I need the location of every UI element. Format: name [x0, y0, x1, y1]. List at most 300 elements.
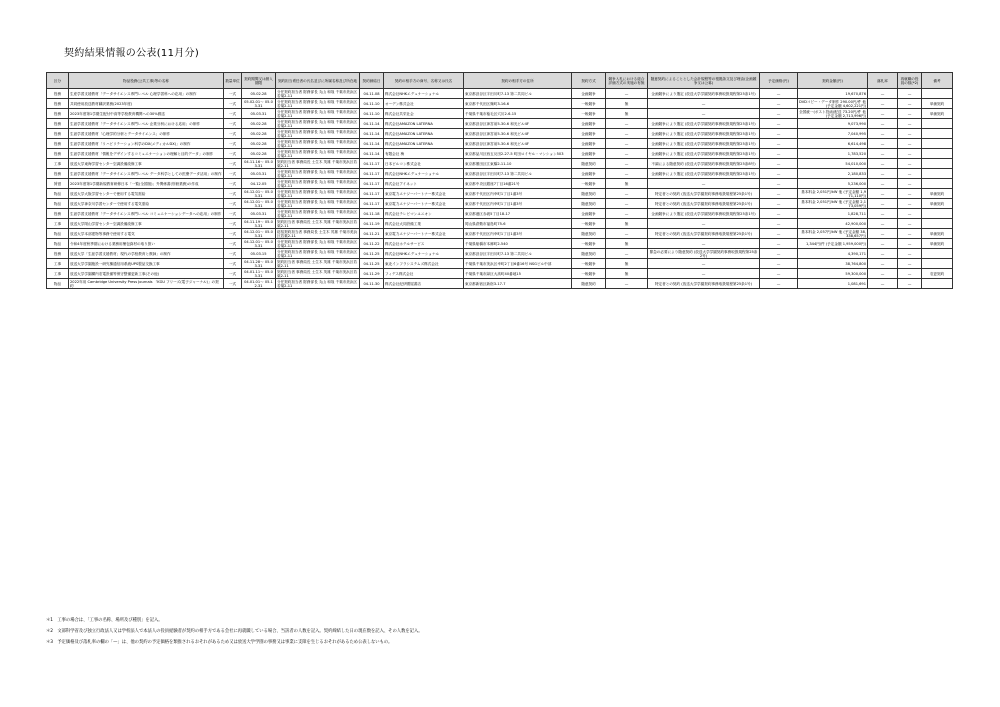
- table-cell: —: [868, 279, 898, 289]
- table-cell: 一式: [224, 229, 242, 239]
- table-cell: —: [868, 229, 898, 239]
- table-cell: 東京電力エナジーパートナー株式会社: [384, 199, 464, 209]
- table-cell: 総括契約担当者 事務局長 土生木 茂雄 千葉市美浜区若葉2-11: [276, 229, 360, 239]
- table-cell: —: [648, 99, 760, 109]
- table-cell: 一式: [224, 259, 242, 269]
- table-cell: 放送大学「生涯学習支援教材」現代の学校教育と教師」の制作: [69, 249, 224, 259]
- table-cell: 分任契約担当者 財務部長 丸山 和哉 千葉市美浜区若葉2-11: [276, 239, 360, 249]
- table-cell: 役務: [47, 119, 69, 129]
- table-cell: [922, 249, 953, 259]
- table-row: [47, 119, 953, 129]
- table-cell: 有限会社 梅: [384, 149, 464, 159]
- table-cell: —: [868, 159, 898, 169]
- table-cell: 1,783,520: [798, 149, 868, 159]
- table-cell: 一式: [224, 209, 242, 219]
- table-cell: 05.02.28: [242, 129, 276, 139]
- table-cell: 生産学習支援教材「データサイエンス専門レベル 心理学習科への応用」の制作: [69, 89, 224, 99]
- table-cell: 04.11.30: [360, 279, 384, 289]
- table-cell: 分任契約担当者 財務部長 丸山 和哉 千葉市美浜区若葉2-11: [276, 119, 360, 129]
- table-cell: —: [898, 199, 922, 209]
- table-cell: 株式会社NHKエデュケーショナル: [384, 249, 464, 259]
- table-cell: 随意契約: [572, 249, 606, 259]
- table-cell: 契約担当者 事務局長 土生木 茂雄 千葉市美浜区若葉2-11: [276, 269, 360, 279]
- table-cell: —: [606, 249, 648, 259]
- table-cell: —: [898, 209, 922, 219]
- table-cell: —: [868, 239, 898, 249]
- table-cell: 04.01.01～ 05.12.31: [242, 279, 276, 289]
- table-cell: 7,040,995: [798, 129, 868, 139]
- table-cell: 随意契約: [572, 229, 606, 239]
- table-cell: 一般競争: [572, 179, 606, 189]
- table-header: [47, 73, 953, 89]
- table-cell: —: [898, 149, 922, 159]
- table-cell: 企画競争により選定 (放送大学学園契約事務取扱規程第25条1号): [648, 89, 760, 99]
- table-cell: 日本ビルコン株式会社: [384, 159, 464, 169]
- table-cell: 一式: [224, 109, 242, 119]
- table-cell: —: [760, 259, 798, 269]
- table-cell: 東京電力エナジーパートナー株式会社: [384, 229, 464, 239]
- table-cell: —: [606, 159, 648, 169]
- table-cell: —: [606, 119, 648, 129]
- table-cell: —: [760, 99, 798, 109]
- table-cell: 分任契約担当者 財務部長 丸山 和哉 千葉市美浜区若葉2-11: [276, 209, 360, 219]
- table-cell: [922, 119, 953, 129]
- table-cell: [922, 179, 953, 189]
- table-cell: 株式会社AMAZON LATERNA: [384, 119, 464, 129]
- table-cell: 役務: [47, 109, 69, 119]
- table-cell: 4,390,171: [798, 249, 868, 259]
- page-title: 契約結果情報の公表(11月分): [64, 48, 200, 59]
- table-cell: 04.11.17: [360, 199, 384, 209]
- table-cell: —: [760, 89, 798, 99]
- table-cell: —: [898, 269, 922, 279]
- table-cell: 一式: [224, 99, 242, 109]
- table-cell: 無: [606, 219, 648, 229]
- table-cell: 分任契約担当者 財務部長 丸山 和哉 千葉市美浜区若葉2-11: [276, 169, 360, 179]
- table-cell: 全国統一(ポスト投函)配送 73.20円/件 他 (予定金額 2,713,996円): [799, 109, 866, 118]
- table-cell: [922, 129, 953, 139]
- table-cell: 05.03.31: [242, 209, 276, 219]
- table-cell: 特定者との契約 (放送大学学園契約事務取扱規程第25条1号): [648, 279, 760, 289]
- table-cell: 05.02.28: [242, 149, 276, 159]
- column-header: 物品役務(公共工事)等の名称: [69, 73, 224, 89]
- column-header: 契約金額(円): [798, 73, 868, 89]
- table-cell: 株式会社AMAZON LATERNA: [384, 139, 464, 149]
- table-row: [47, 169, 953, 179]
- footnote: ＊1 工事の場合は、「工事の名称、場所及び種別」を記入。: [46, 618, 163, 623]
- table-cell: 04.11.08: [360, 89, 384, 99]
- table-cell: —: [898, 229, 922, 239]
- table-cell: 東京都渋谷区神宮前5-30-6 和光ビル4F: [464, 119, 572, 129]
- table-cell: 生涯学習支援教材「データサイエンス専門レベル コミュニケーションデータへの応用」の制作: [69, 209, 224, 219]
- table-cell: 随意契約: [572, 199, 606, 209]
- table-cell: 基本料金 2,051円/kW 他 (予定金額 2,173,059円): [798, 199, 868, 209]
- table-cell: 工事: [47, 219, 69, 229]
- table-cell: 株式会社アイネット: [384, 179, 464, 189]
- table-cell: 企画競争: [572, 149, 606, 159]
- table-cell: 株式会社テレビマンユニオン: [384, 209, 464, 219]
- table-cell: 企画競争により選定 (放送大学学園契約事務取扱規程第25条1号): [648, 209, 760, 219]
- table-cell: —: [868, 179, 898, 189]
- table-cell: —: [760, 149, 798, 159]
- column-header: 随意契約によることとした会計規程等の根拠条文及び理由(企画競争又は公募): [648, 73, 760, 89]
- table-cell: DVDコピー・データ制作 290.00円/件 他 (予定金額 4,602,221円): [799, 99, 866, 108]
- table-cell: —: [760, 219, 798, 229]
- table-cell: 無: [606, 239, 648, 249]
- table-cell: 04.11.17: [360, 189, 384, 199]
- table-cell: 役務: [47, 169, 69, 179]
- table-cell: —: [760, 199, 798, 209]
- table-row: [47, 99, 953, 109]
- table-cell: 企画競争: [572, 89, 606, 99]
- table-cell: 一式: [224, 219, 242, 229]
- table-cell: 東京都品川区西五反田2-27-5 町田ロイヤル・マンション503: [464, 149, 572, 159]
- table-cell: —: [606, 209, 648, 219]
- table-cell: —: [648, 269, 760, 279]
- table-cell: 59,300,000: [798, 269, 868, 279]
- table-cell: 一式: [224, 149, 242, 159]
- table-cell: 2023年度第1学期新規教育研修日本「一覧(全国版)」外関係書(別冊業務)の作成: [69, 179, 224, 189]
- table-cell: 分任契約担当者 財務部長 丸山 和哉 千葉市美浜区若葉2-11: [276, 149, 360, 159]
- table-cell: 04.11.14: [360, 119, 384, 129]
- table-cell: 物品: [47, 239, 69, 249]
- table-cell: 一般競争: [572, 109, 606, 119]
- table-cell: 特定者との契約 (放送大学学園契約事務取扱規程第25条1号): [648, 189, 760, 199]
- table-row: [47, 159, 953, 169]
- table-cell: 株式会社AMAZON LATERNA: [384, 129, 464, 139]
- table-cell: 04.01.11～ 05.03.31: [242, 269, 276, 279]
- table-cell: —: [898, 119, 922, 129]
- table-cell: —: [898, 89, 922, 99]
- table-cell: —: [760, 139, 798, 149]
- column-header: 契約締結日: [360, 73, 384, 89]
- table-cell: 株式会社大同設備工業: [384, 219, 464, 229]
- table-cell: 生涯学習支援教材「情報をデザインするコミュニケーションの理解と目的データ」の制作: [69, 149, 224, 159]
- table-row: [47, 139, 953, 149]
- table-cell: 04.12.01～ 05.03.31: [242, 239, 276, 249]
- table-cell: 無: [606, 99, 648, 109]
- table-cell: 分任契約担当者 財務部長 丸山 和哉 千葉市美浜区若葉2-11: [276, 189, 360, 199]
- table-cell: 東京都墨田区江東橋2-11-10: [464, 159, 572, 169]
- table-cell: 千葉県千葉市美浜区幸町2丁目6番16号 NSGビル中部: [464, 259, 572, 269]
- table-cell: 分任契約担当者 財務部長 丸山 和哉 千葉市美浜区若葉2-11: [276, 279, 360, 289]
- table-cell: 放送大学本部建物等事務で使用する電気: [69, 229, 224, 239]
- table-cell: —: [648, 239, 760, 249]
- table-row: [47, 89, 953, 99]
- table-cell: 04.11.16～ 05.03.31: [242, 159, 276, 169]
- table-cell: —: [868, 119, 898, 129]
- table-cell: —: [898, 139, 922, 149]
- table-cell: —: [868, 219, 898, 229]
- table-cell: 企画競争: [572, 209, 606, 219]
- table-cell: —: [868, 209, 898, 219]
- table-cell: —: [868, 249, 898, 259]
- table-cell: 04.11.29: [360, 269, 384, 279]
- table-cell: —: [868, 89, 898, 99]
- table-cell: 東京都千代田区内幸町1丁目1番3号: [464, 189, 572, 199]
- table-cell: 04.11.19: [360, 219, 384, 229]
- table-cell: 54,010,000: [798, 159, 868, 169]
- table-cell: [922, 159, 953, 169]
- table-cell: 04.12.01～ 05.03.31: [242, 199, 276, 209]
- table-cell: 東京都渋谷区神宮前5-30-6 和光ビル4F: [464, 129, 572, 139]
- table-cell: 単価契約: [922, 239, 953, 249]
- table-row: [47, 269, 953, 279]
- column-header: 契約期間又は納入期限: [242, 73, 276, 89]
- table-cell: 企画競争: [572, 129, 606, 139]
- table-cell: —: [760, 189, 798, 199]
- table-cell: 役務: [47, 129, 69, 139]
- table-cell: 2022年用 Cambridge University Press Journals 「KGU フリーズ(電子ジャーナル)」の契約: [69, 279, 224, 289]
- table-cell: —: [868, 269, 898, 279]
- table-cell: 株式会社ホテルサービス: [384, 239, 464, 249]
- table-cell: 株式会社紀伊國屋書店: [384, 279, 464, 289]
- table-cell: 放送大学学園構内変電設備等保守整備更新工事(その他): [69, 269, 224, 279]
- table-cell: —: [760, 239, 798, 249]
- table-cell: 企画競争により選定 (放送大学学園契約事務取扱規程第25条1号): [648, 149, 760, 159]
- table-cell: —: [760, 269, 798, 279]
- table-cell: 04.11.18: [360, 209, 384, 219]
- table-cell: 東京電力エナジーパートナー株式会社: [384, 189, 464, 199]
- table-cell: [922, 209, 953, 219]
- column-header: 数量単位: [224, 73, 242, 89]
- table-cell: —: [760, 279, 798, 289]
- table-cell: 分任契約担当者 財務部長 丸山 和哉 千葉市美浜区若葉2-11: [276, 179, 360, 189]
- table-cell: 契約担当者 事務局長 土生木 茂雄 千葉市美浜区若葉2-11: [276, 159, 360, 169]
- table-cell: 一式: [224, 189, 242, 199]
- table-cell: 東京都渋谷区宇田川町7-13 第二共同ビル: [464, 169, 572, 179]
- table-cell: 04.11.14: [360, 139, 384, 149]
- table-cell: 38,764,800: [798, 259, 868, 269]
- table-cell: 物品: [47, 279, 69, 289]
- table-cell: —: [760, 119, 798, 129]
- table-cell: 2023年度第1学期生配付中高等学校教育機関への30%郵送: [69, 109, 224, 119]
- table-row: [47, 219, 953, 229]
- table-row: [47, 149, 953, 159]
- table-cell: 企画競争により選定 (放送大学学園契約事務取扱規程第25条1号): [648, 129, 760, 139]
- table-cell: 役務: [47, 99, 69, 109]
- table-cell: 無: [606, 269, 648, 279]
- table-cell: 賃借: [47, 179, 69, 189]
- header-row: [47, 73, 953, 89]
- table-cell: 不調による随意契約 (放送大学学園契約事務取扱規程第25条8号): [648, 159, 760, 169]
- table-cell: 一式: [224, 199, 242, 209]
- table-cell: —: [606, 129, 648, 139]
- table-cell: 特定者との契約 (放送大学学園契約事務取扱規程第25条1号): [648, 199, 760, 209]
- table-cell: —: [606, 229, 648, 239]
- column-header: 再就職の役員の数(*2): [898, 73, 922, 89]
- table-cell: 株式会社NHKエデュケーショナル: [384, 169, 464, 179]
- table-cell: 05.02.28: [242, 89, 276, 99]
- table-cell: —: [648, 179, 760, 189]
- table-cell: 分任契約担当者 財務部長 丸山 和哉 千葉市美浜区若葉2-11: [276, 89, 360, 99]
- table-cell: —: [868, 169, 898, 179]
- table-cell: 岡山県倉敷市福島町75-6: [464, 219, 572, 229]
- table-cell: —: [606, 189, 648, 199]
- table-cell: 役務: [47, 209, 69, 219]
- table-cell: 千葉県千葉市稲毛区穴川2-6-15: [464, 109, 572, 119]
- table-cell: 企画競争により選定 (放送大学学園契約事務取扱規程第25条1号): [648, 139, 760, 149]
- table-cell: 04.12.01～ 05.03.31: [242, 229, 276, 239]
- table-cell: 一般競争: [572, 259, 606, 269]
- table-cell: 分任契約担当者 財務部長 丸山 和哉 千葉市美浜区若葉2-11: [276, 199, 360, 209]
- column-header: 区分: [47, 73, 69, 89]
- table-cell: 役務: [47, 149, 69, 159]
- table-row: [47, 189, 953, 199]
- table-cell: フィデス株式会社: [384, 269, 464, 279]
- table-cell: —: [898, 219, 922, 229]
- table-cell: 役務: [47, 89, 69, 99]
- table-cell: 東北インフラシステムズ株式会社: [384, 259, 464, 269]
- table-cell: 令和4年度秋季期における業務用梱包資材の取り扱い: [69, 239, 224, 249]
- table-cell: 05.03.15: [242, 249, 276, 259]
- table-cell: 一式: [224, 179, 242, 189]
- table-row: [47, 249, 953, 259]
- table-cell: —: [898, 169, 922, 179]
- table-cell: —: [760, 159, 798, 169]
- table-cell: [922, 139, 953, 149]
- table-cell: —: [868, 129, 898, 139]
- footnote: ＊3 予定価格及び落札率の欄の「—」は、他の契約の予定価格を類推されるおそれがあるため又は放送大学学園の事務又は事業に支障を生じるおそれがあるため公表しないもの。: [46, 640, 393, 645]
- table-cell: 千葉県船橋市本郷町2-540: [464, 239, 572, 249]
- table-cell: 一式: [224, 119, 242, 129]
- table-cell: —: [868, 259, 898, 269]
- table-cell: 東京都千代田区麹町3-16-6: [464, 99, 572, 109]
- table-cell: 物品: [47, 189, 69, 199]
- column-header: 備考: [922, 73, 953, 89]
- table-cell: 単価契約: [922, 189, 953, 199]
- table-cell: —: [760, 229, 798, 239]
- table-cell: 随意契約: [572, 189, 606, 199]
- table-cell: オーデン株式会社: [384, 99, 464, 109]
- table-cell: 工事: [47, 269, 69, 279]
- table-cell: —: [898, 249, 922, 259]
- table-cell: 04.11.17: [360, 169, 384, 179]
- table-cell: 04.12.05: [242, 179, 276, 189]
- table-cell: 企画競争により選定 (放送大学学園契約事務取扱規程第25条1号): [648, 169, 760, 179]
- table-cell: —: [760, 169, 798, 179]
- column-header: 契約の相手方の商号、名称又は氏名: [384, 73, 464, 89]
- table-cell: 企画競争: [572, 119, 606, 129]
- table-cell: 基本料金 2,057円/kW 他 (予定金額 38,338,657円): [798, 229, 868, 239]
- table-cell: 生涯学習支援教材「データサイエンス専門レベル 企業分析における応用」の制作: [69, 119, 224, 129]
- table-cell: 生涯学習支援教材「データサイエンス専門レベル データ科学としての医療データ活用」の制作: [69, 169, 224, 179]
- table-cell: 企画競争: [572, 169, 606, 179]
- table-cell: 契約担当者 事務局長 土生木 茂雄 千葉市美浜区若葉2-11: [276, 219, 360, 229]
- table-cell: 一式: [224, 269, 242, 279]
- table-cell: —: [648, 109, 760, 119]
- column-header: 落札率: [868, 73, 898, 89]
- table-cell: —: [606, 279, 648, 289]
- table-cell: —: [868, 139, 898, 149]
- table-cell: 随意契約: [572, 159, 606, 169]
- table-cell: 東京都千代田区内幸町1丁目1番3号: [464, 199, 572, 209]
- table-cell: 株式会社NHKエデュケーショナル: [384, 89, 464, 99]
- table-cell: 9,073,990: [798, 119, 868, 129]
- table-cell: —: [868, 189, 898, 199]
- table-cell: 一式: [224, 279, 242, 289]
- table-cell: 単価契約: [922, 199, 953, 209]
- table-cell: [922, 89, 953, 99]
- table-cell: 単価契約: [922, 99, 953, 109]
- table-cell: —: [606, 199, 648, 209]
- table-cell: 共同使用放送教材翻訳業務(2023年度): [69, 99, 224, 109]
- table-cell: 5,236,000: [798, 179, 868, 189]
- table-cell: 05.02.28: [242, 119, 276, 129]
- table-cell: 東京都港区赤坂5丁目18-17: [464, 209, 572, 219]
- table-cell: —: [898, 189, 922, 199]
- table-cell: 分任契約担当者 財務部長 丸山 和哉 千葉市美浜区若葉2-11: [276, 139, 360, 149]
- table-cell: —: [868, 199, 898, 209]
- table-cell: —: [606, 149, 648, 159]
- table-cell: 無: [606, 259, 648, 269]
- table-cell: 千葉県千葉市緑区大高町40番地15: [464, 269, 572, 279]
- table-cell: 東京都渋谷区宇田川町7-13 第二共同ビル: [464, 89, 572, 99]
- table-cell: 随意契約: [572, 279, 606, 289]
- table-cell: —: [760, 179, 798, 189]
- table-cell: [922, 219, 953, 229]
- table-row: [47, 279, 953, 289]
- table-cell: 04.11.21: [360, 229, 384, 239]
- table-body: [47, 89, 953, 289]
- table-cell: —: [606, 89, 648, 99]
- table-cell: 04.11.10: [360, 99, 384, 109]
- table-cell: —: [760, 249, 798, 259]
- table-cell: 19,670,876: [798, 89, 868, 99]
- table-cell: 一式: [224, 239, 242, 249]
- table-cell: 単価契約: [922, 109, 953, 119]
- table-cell: [922, 259, 953, 269]
- table-cell: [922, 149, 953, 159]
- table-cell: 東京都新宿区新宿3-17-7: [464, 279, 572, 289]
- table-cell: 2,180,833: [798, 169, 868, 179]
- table-cell: 04.11.17: [360, 179, 384, 189]
- table-cell: —: [868, 149, 898, 159]
- table-cell: 株式会社共栄社会: [384, 109, 464, 119]
- table-cell: 東京都渋谷区神宮前5-30-6 和光ビル4F: [464, 139, 572, 149]
- table-cell: 単価契約: [922, 229, 953, 239]
- table-cell: 一式: [224, 159, 242, 169]
- table-cell: 生涯学習支援教材「リハビリテーション科学のDX(メディカルDX)」の制作: [69, 139, 224, 149]
- column-header: 契約方式: [572, 73, 606, 89]
- table-cell: 05.02.28: [242, 139, 276, 149]
- table-cell: 工事: [47, 159, 69, 169]
- table-cell: 42,900,000: [798, 219, 868, 229]
- table-cell: 05.02.01～ 05.03.31: [242, 99, 276, 109]
- table-cell: [922, 169, 953, 179]
- table-cell: 東京都中央区銀座7丁目16番21号: [464, 179, 572, 189]
- table-cell: 一式: [224, 89, 242, 99]
- table-cell: 役務: [47, 139, 69, 149]
- table-cell: 一般競争: [572, 269, 606, 279]
- table-cell: 無: [606, 179, 648, 189]
- table-cell: 放送大学大阪学習センターで使用する電気需給: [69, 189, 224, 199]
- column-header: 契約の相手方の住所: [464, 73, 572, 89]
- table-row: [47, 109, 953, 119]
- table-cell: 05.03.31: [242, 109, 276, 119]
- table-cell: —: [898, 109, 922, 119]
- table-cell: 物品: [47, 229, 69, 239]
- table-cell: 04.11.22: [360, 239, 384, 249]
- table-cell: 一式: [224, 139, 242, 149]
- table-row: [47, 209, 953, 219]
- table-cell: —: [898, 159, 922, 169]
- table-cell: —: [648, 219, 760, 229]
- table-cell: 一般競争: [572, 99, 606, 109]
- table-cell: [922, 279, 953, 289]
- table-cell: 1,344円/件 (予定金額 1,959,000円): [798, 239, 868, 249]
- table-cell: 東京都渋谷区宇田川町7-13 第二共同ビル: [464, 249, 572, 259]
